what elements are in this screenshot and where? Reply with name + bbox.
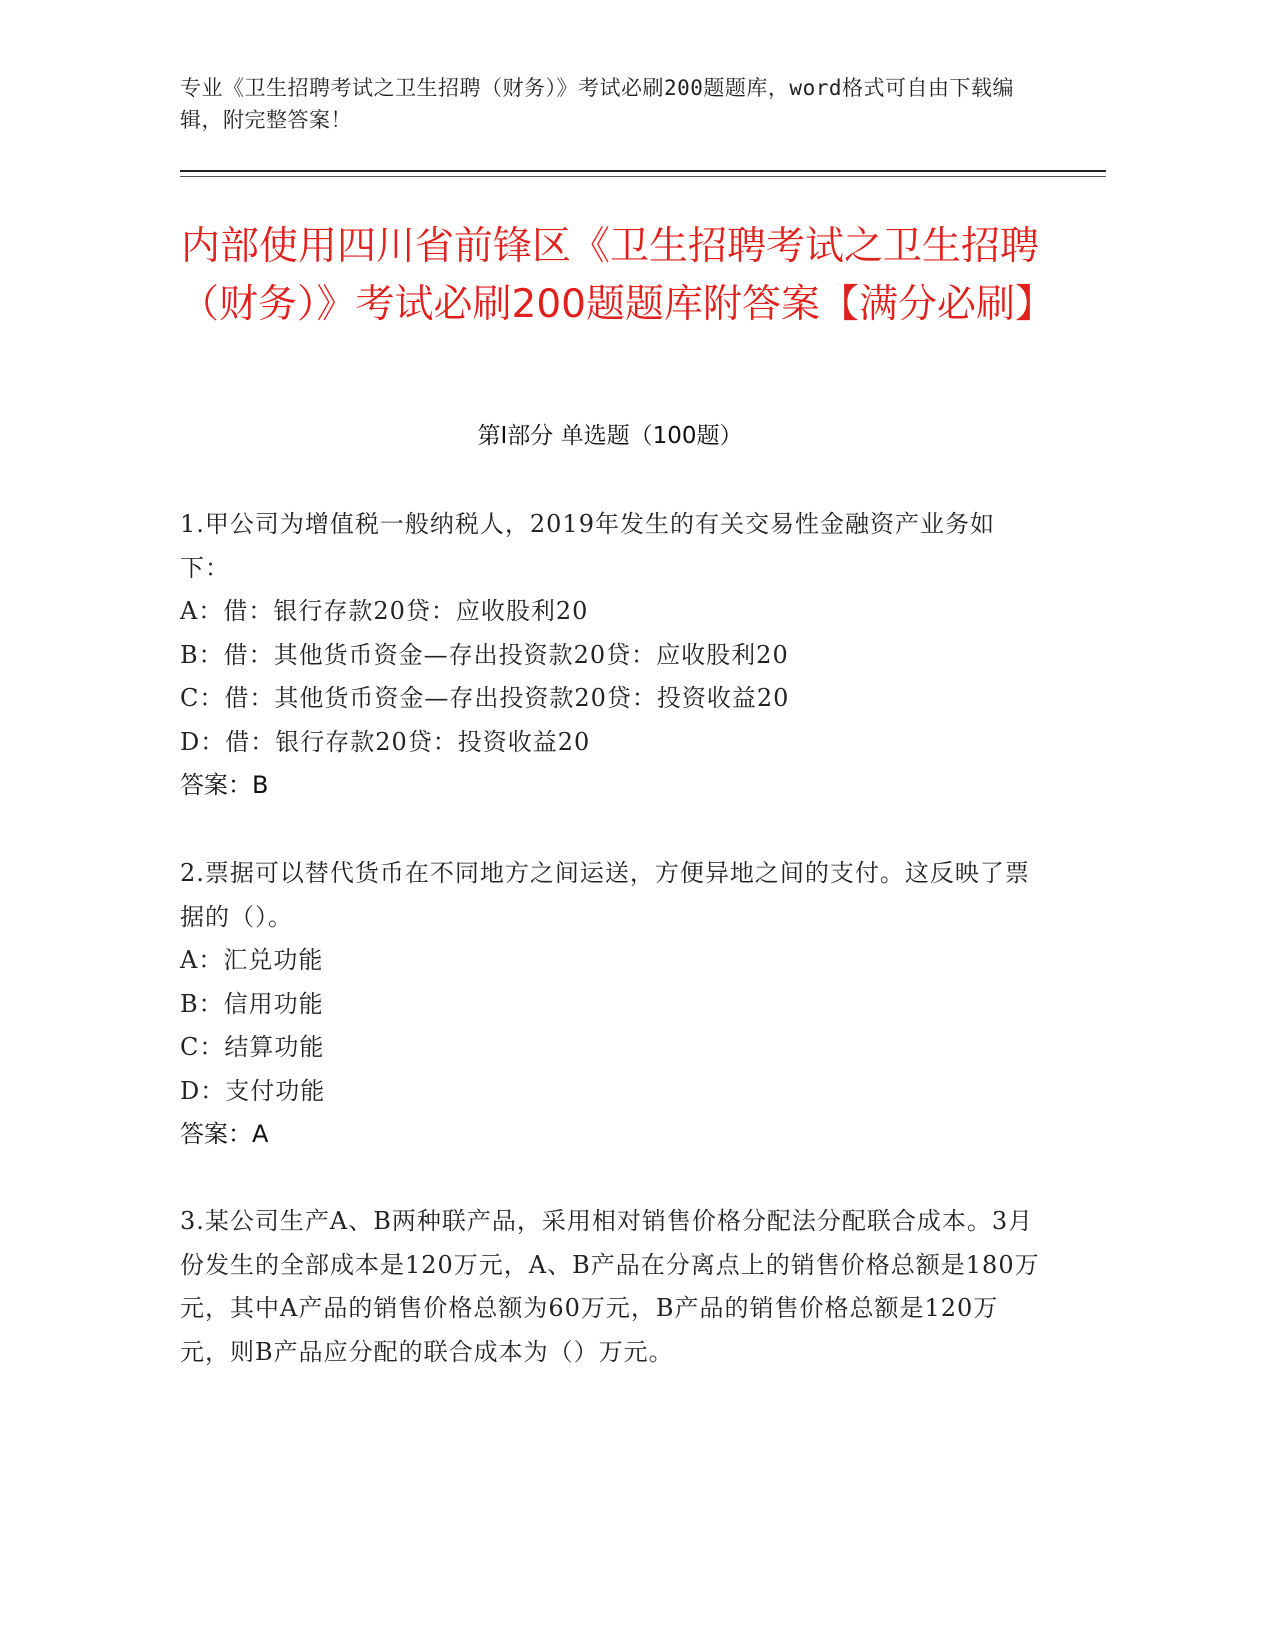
question-2 [180,852,1040,1157]
header-note: 专业《卫生招聘考试之卫生招聘（财务）》考试必刷200题题库，word格式可自由下载编辑，附完整答案！ [180,76,1014,132]
document-title: 内部使用四川省前锋区《卫生招聘考试之卫生招聘（财务）》考试必刷200题题库附答案【满分必刷】 [180,224,1054,327]
header-divider-thin [180,176,1106,177]
option-c: C：结算功能 [180,1033,325,1061]
option-c: C：借：其他货币资金—存出投资款20贷：投资收益20 [180,684,790,712]
option-d: D：支付功能 [180,1076,326,1105]
option-d: D：借：银行存款20贷：投资收益20 [180,727,591,756]
answer-line: 答案：A [180,1120,269,1148]
question-stem: 2.票据可以替代货币在不同地方之间运送，方便异地之间的支付。这反映了票据的（）。 [180,859,1030,931]
option-a: A：借：银行存款20贷：应收股利20 [180,597,589,625]
header-divider-thick [180,170,1106,172]
section-heading: 第I部分 单选题（100题） [477,423,743,449]
question-stem: 1.甲公司为增值税一般纳税人，2019年发生的有关交易性金融资产业务如下： [180,510,995,582]
option-b: B：信用功能 [180,989,324,1018]
question-1 [180,503,1040,808]
question-3 [180,1200,1040,1374]
question-stem: 3.某公司生产A、B两种联产品，采用相对销售价格分配法分配联合成本。3月份发生的全部成本是120万元，A、B产品在分离点上的销售价格总额是180万元，其中A产品的销售价格总额为60万元，B产品的销售价格总额是120万元，则B产品应分配的联合成本为（）万元。 [180,1207,1040,1366]
answer-line: 答案：B [180,771,269,799]
option-b: B：借：其他货币资金—存出投资款20贷：应收股利20 [180,640,789,669]
option-a: A：汇兑功能 [180,946,324,974]
